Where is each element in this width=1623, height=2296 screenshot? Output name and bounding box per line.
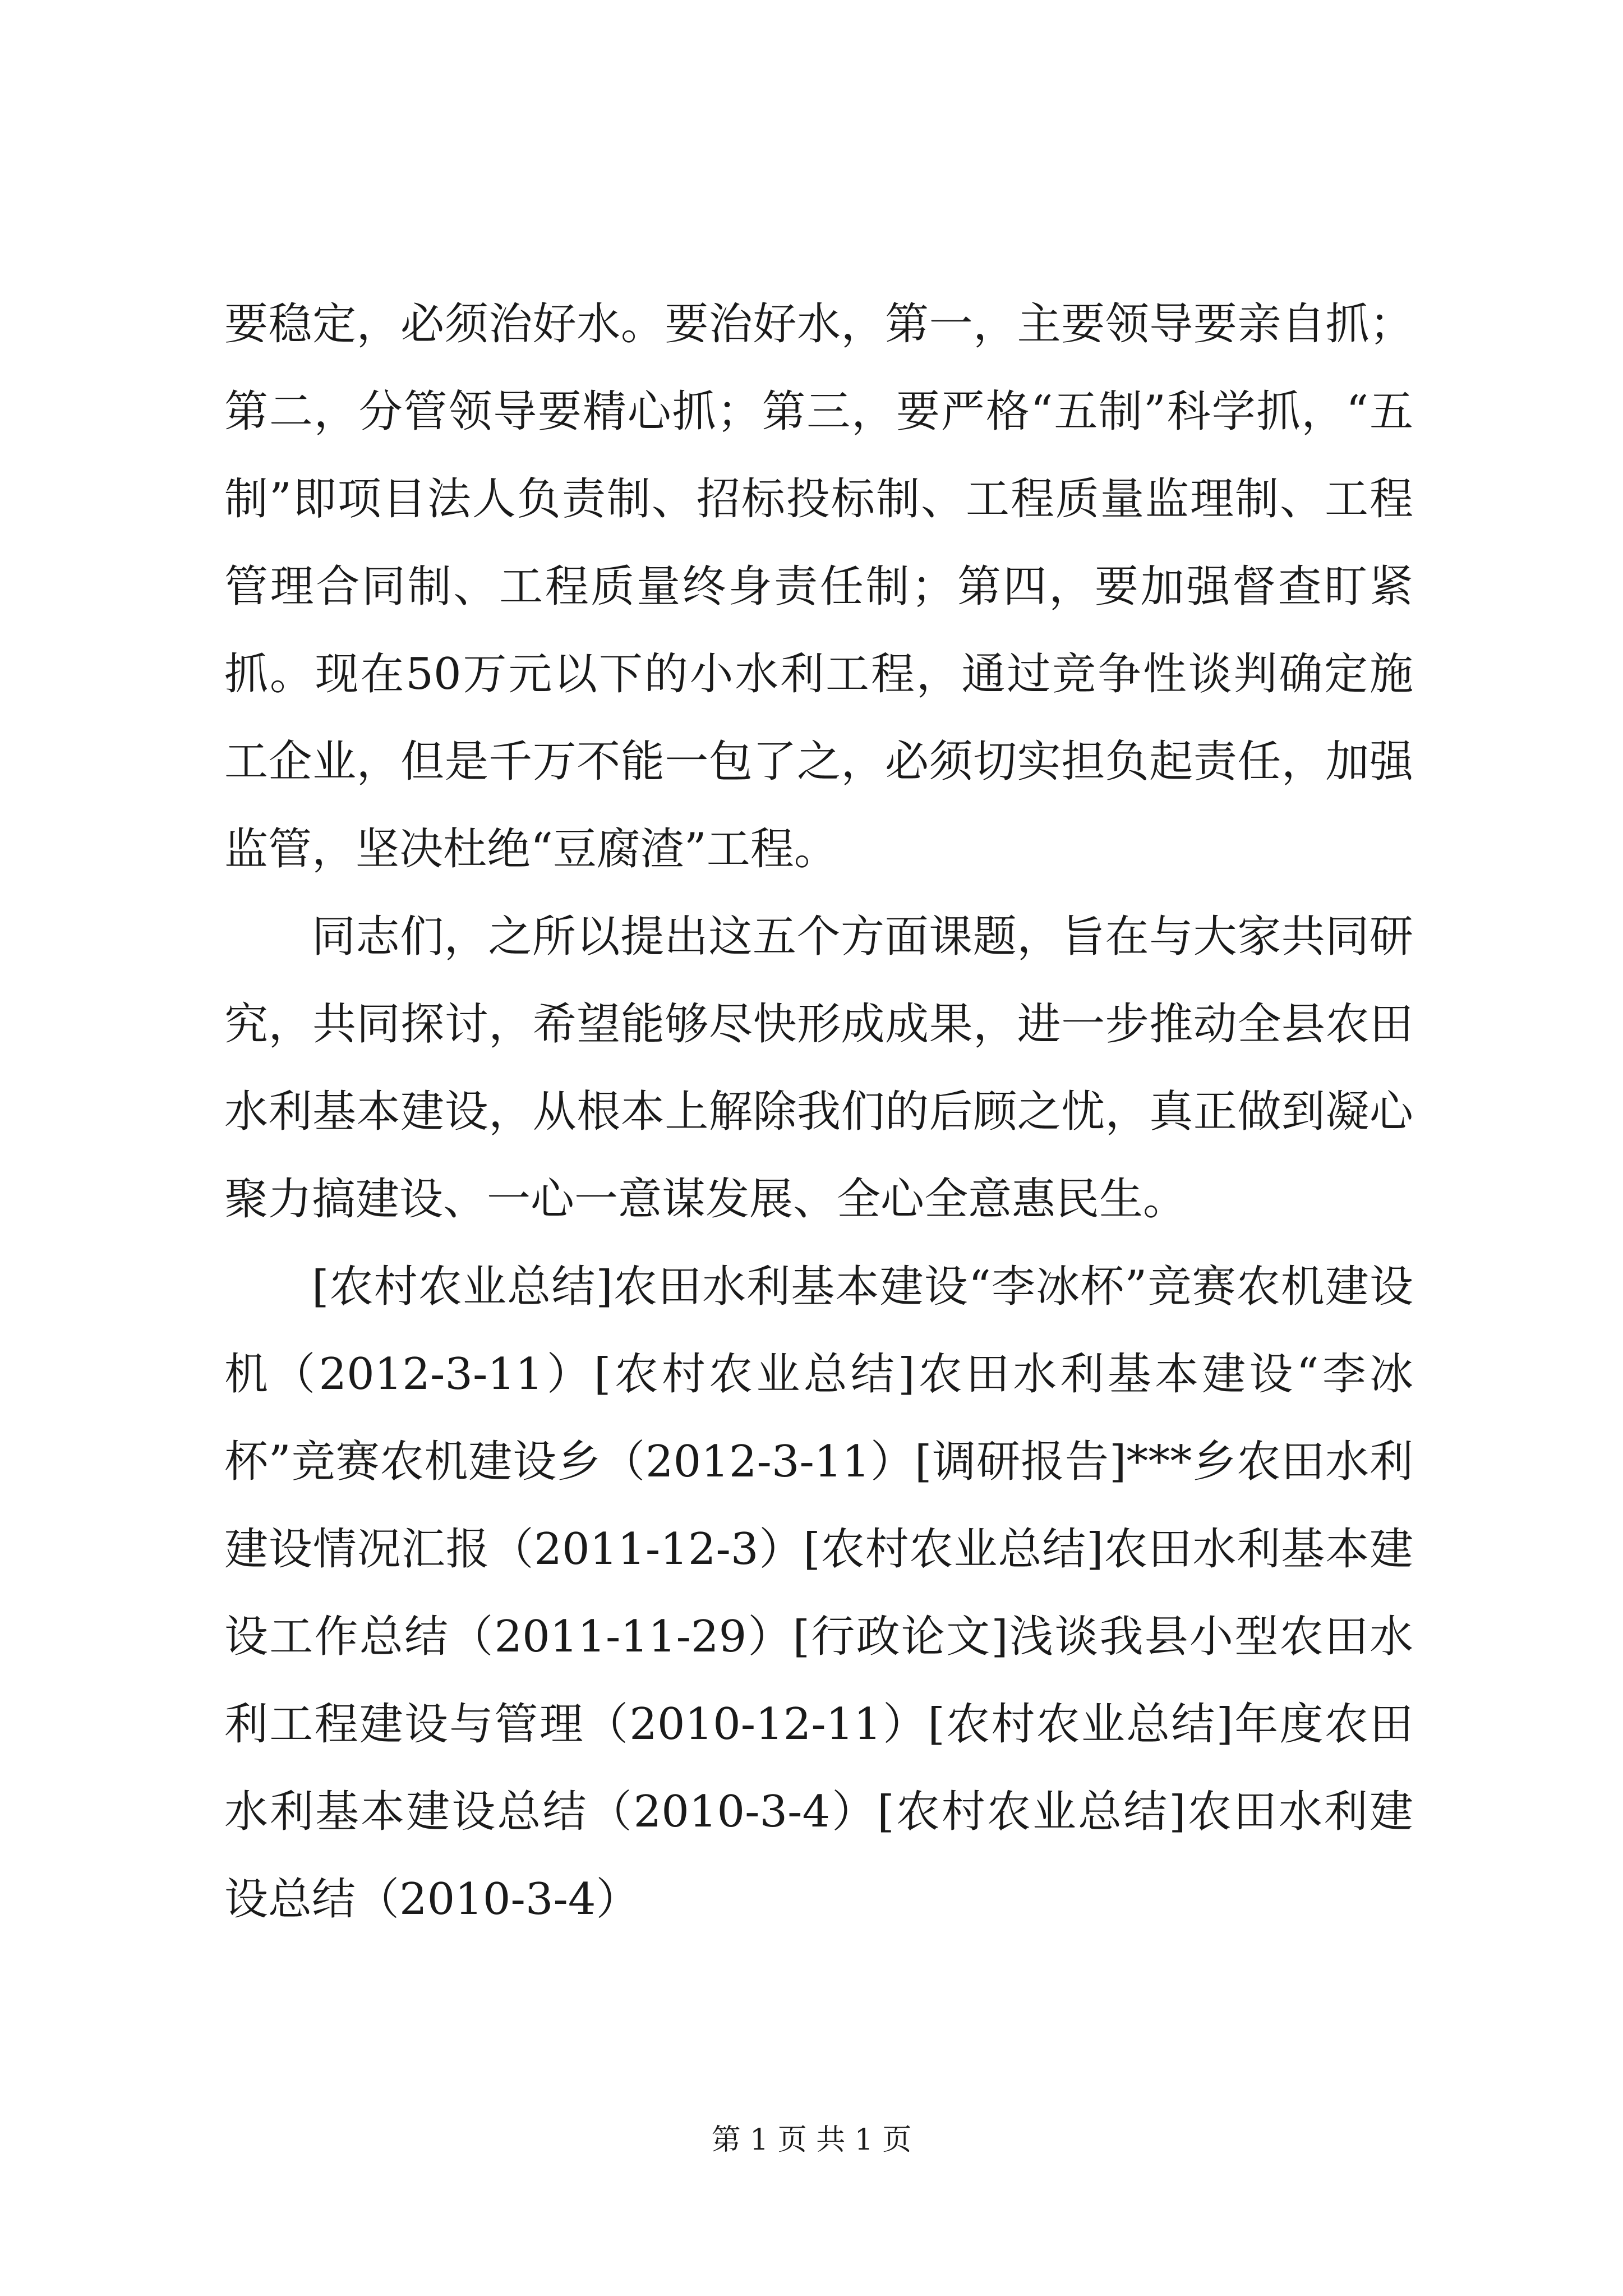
document-body	[224, 280, 1413, 1943]
paragraph-continuation: 要稳定，必须治好水。要治好水，第一，主要领导要亲自抓；第二，分管领导要精心抓；第三，要严格“五制”科学抓，“五制”即项目法人负责制、招标投标制、工程质量监理制、工程管理合同制、工程质量终身责任制；第四，要加强督查盯紧抓。现在50万元以下的小水利工程，通过竞争性谈判确定施工企业，但是千万不能一包了之，必须切实担负起责任，加强监管，坚决杜绝“豆腐渣”工程。	[224, 299, 1413, 875]
page-footer: 第 1 页 共 1 页	[711, 2123, 912, 2157]
paragraph-related-articles: [农村农业总结]农田水利基本建设“李冰杯”竞赛农机建设机（2012-3-11）[农村农业总结]农田水利基本建设“李冰杯”竞赛农机建设乡（2012-3-11）[调研报告]***乡农田水利建设情况汇报（2011-12-3）[农村农业总结]农田水利基本建设工作总结（2011-11-29）[行政论文]浅谈我县小型农田水利工程建设与管理（2010-12-11）[农村农业总结]年度农田水利基本建设总结（2010-3-4）[农村农业总结]农田水利建设总结（2010-3-4）	[224, 1262, 1413, 1925]
paragraph-closing-remarks: 同志们，之所以提出这五个方面课题，旨在与大家共同研究，共同探讨，希望能够尽快形成成果，进一步推动全县农田水利基本建设，从根本上解除我们的后顾之忧，真正做到凝心聚力搞建设、一心一意谋发展、全心全意惠民生。	[224, 912, 1413, 1225]
